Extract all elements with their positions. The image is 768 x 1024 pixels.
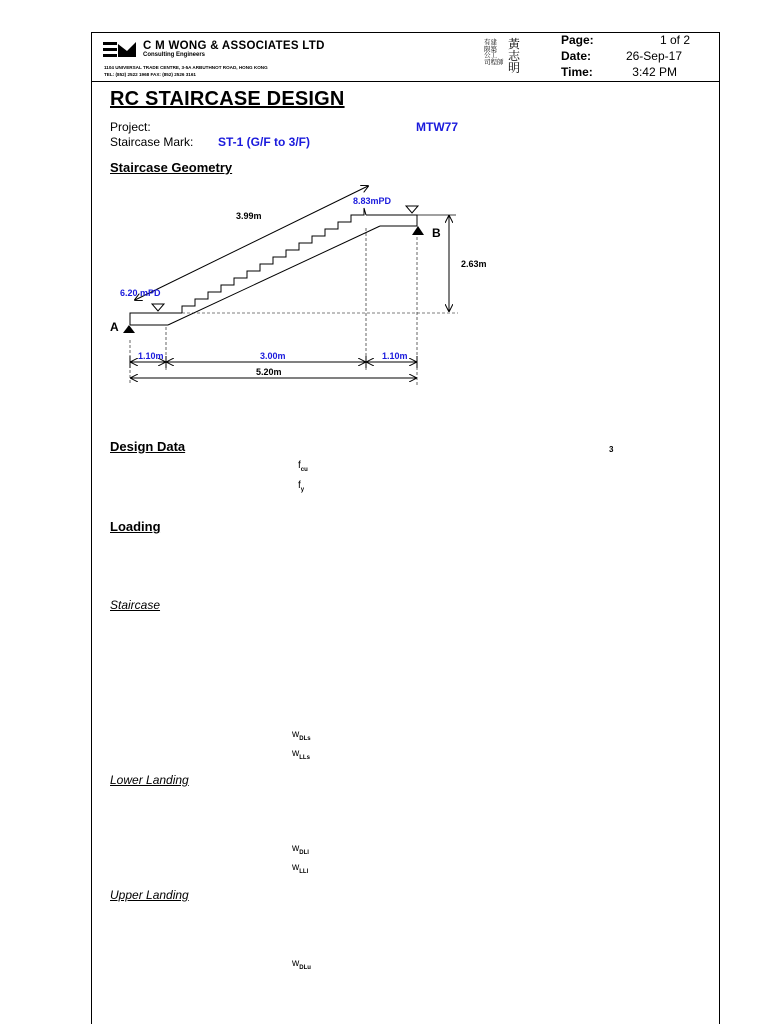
support-a-icon <box>123 325 135 333</box>
design-symbol-subscript: cu <box>300 467 308 473</box>
project-label: Project: <box>110 120 151 134</box>
loading-heading: Loading <box>110 519 161 534</box>
support-b-label: B <box>432 226 441 240</box>
staircase-mark-value: ST-1 (G/F to 3/F) <box>218 135 310 149</box>
row-symbol-subscript: LLl <box>299 869 309 875</box>
design-symbol: $f_{cu}$ <box>298 460 308 473</box>
row-symbol: $w_{LLl}$ <box>292 862 309 875</box>
company-contact: TEL: (852) 2522 1968 FAX: (852) 2526 3161 <box>104 72 196 77</box>
level-marker-icon <box>152 304 164 311</box>
row-symbol: $w_{DLl}$ <box>292 843 309 856</box>
staircase-mark-label: Staircase Mark: <box>110 135 194 149</box>
page-title: RC STAIRCASE DESIGN <box>110 88 345 110</box>
dim-upper-landing: 1.10m <box>382 351 408 361</box>
row-symbol-subscript: LLs <box>299 755 310 761</box>
level-marker-icon <box>406 206 418 213</box>
date-label: Date: <box>561 49 592 63</box>
company-address: 1104 UNIVERSAL TRADE CENTRE, 3-5A ARBUTHNOT ROAD, HONG KONG <box>104 65 268 70</box>
company-logo <box>103 40 139 60</box>
page-label: Page: <box>561 33 594 47</box>
geometry-heading: Staircase Geometry <box>110 160 233 175</box>
lower-landing-subheading: Lower Landing <box>110 773 189 787</box>
time-value: 3:42 PM <box>632 65 677 79</box>
row-symbol: $w_{LLs}$ <box>292 748 310 761</box>
step-profile <box>182 208 366 313</box>
support-b-icon <box>412 226 424 235</box>
header-divider <box>91 81 720 82</box>
support-a-label: A <box>110 320 119 334</box>
company-subtitle: Consulting Engineers <box>143 52 206 58</box>
row-symbol: $w_{DLs}$ <box>292 729 311 742</box>
row-symbol-subscript: DLu <box>299 965 311 971</box>
chinese-name: 黃 志 明 <box>508 37 521 75</box>
chinese-company-text: 有建 限築 公工 司程師 <box>484 39 504 66</box>
design-data-heading: Design Data <box>110 439 186 454</box>
company-name: C M WONG & ASSOCIATES LTD <box>143 40 325 52</box>
page-value: 1 of 2 <box>659 33 690 47</box>
design-symbol: $f_y$ <box>298 480 305 493</box>
row-symbol-subscript: DLs <box>299 736 311 742</box>
project-value: MTW77 <box>416 120 458 134</box>
top-level-label: 8.83mPD <box>353 196 392 206</box>
design-symbol-subscript: y <box>300 487 305 493</box>
row-symbol: $w_{DLu}$ <box>292 958 311 971</box>
bottom-level-label: 6.20 mPD <box>120 288 161 298</box>
dim-flight: 3.00m <box>260 351 286 361</box>
date-value: 26-Sep-17 <box>625 49 682 63</box>
stray-mark: 3 <box>609 445 614 454</box>
staircase-subheading: Staircase <box>110 598 161 612</box>
row-symbol-subscript: DLl <box>299 850 309 856</box>
slope-length-label: 3.99m <box>236 211 262 221</box>
stair-steps <box>182 208 366 313</box>
time-label: Time: <box>561 65 593 79</box>
dim-total: 5.20m <box>256 367 282 377</box>
height-label: 2.63m <box>461 259 487 269</box>
dim-lower-landing: 1.10m <box>138 351 164 361</box>
upper-landing-subheading: Upper Landing <box>110 888 189 902</box>
